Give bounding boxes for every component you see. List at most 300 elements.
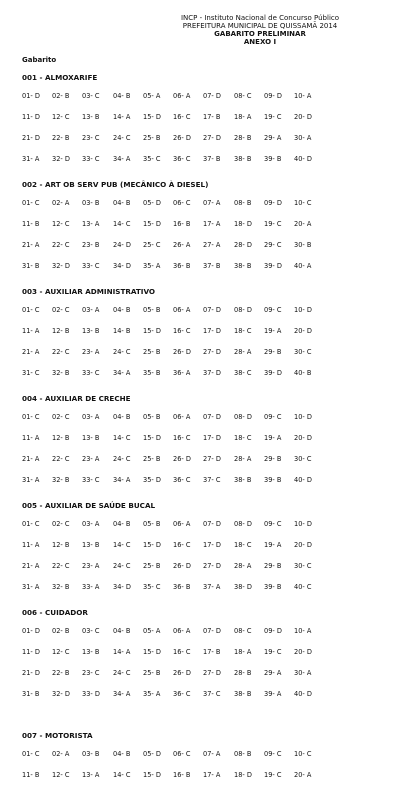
answer-cell: 19- A <box>264 541 282 549</box>
answer-rows <box>22 92 392 164</box>
answer-cell: 14- C <box>113 434 131 442</box>
answer-cell: 03- C <box>82 92 100 100</box>
answer-cell: 36- A <box>173 369 191 377</box>
answer-cell: 14- C <box>113 771 131 779</box>
answer-cell: 37- D <box>203 369 221 377</box>
answer-cell: 39- A <box>264 690 282 698</box>
answer-cell: 06- A <box>173 306 191 314</box>
answer-cell: 12- B <box>52 434 70 442</box>
answer-cell: 22- C <box>52 562 70 570</box>
answer-cell: 16- B <box>173 771 191 779</box>
answer-cell: 14- A <box>113 113 131 121</box>
answer-row <box>22 583 392 592</box>
answer-cell: 12- C <box>52 220 70 228</box>
answer-cell: 33- C <box>82 369 100 377</box>
answer-cell: 14- A <box>113 648 131 656</box>
answer-cell: 15- D <box>143 220 161 228</box>
answer-cell: 29- A <box>264 134 282 142</box>
answer-row <box>22 669 392 678</box>
answer-cell: 11- D <box>22 648 40 656</box>
answer-cell: 40- D <box>294 155 312 163</box>
answer-cell: 11- A <box>22 541 40 549</box>
answer-cell: 28- A <box>234 455 252 463</box>
answer-cell: 37- C <box>203 476 221 484</box>
answer-row <box>22 241 392 250</box>
answer-cell: 01- C <box>22 750 40 758</box>
answer-cell: 20- D <box>294 113 312 121</box>
answer-cell: 33- C <box>82 155 100 163</box>
answer-cell: 28- A <box>234 348 252 356</box>
answer-cell: 37- A <box>203 583 221 591</box>
answer-cell: 19- A <box>264 434 282 442</box>
answer-cell: 20- D <box>294 541 312 549</box>
answer-row <box>22 199 392 208</box>
answer-cell: 08- C <box>234 92 252 100</box>
answer-cell: 13- B <box>82 541 100 549</box>
answer-rows <box>22 627 392 699</box>
answer-row <box>22 113 392 122</box>
answer-section <box>22 501 392 592</box>
answer-cell: 38- B <box>234 155 252 163</box>
answer-cell: 31- B <box>22 262 40 270</box>
answer-cell: 34- A <box>113 369 131 377</box>
answer-cell: 30- A <box>294 669 312 677</box>
answer-cell: 05- D <box>143 199 161 207</box>
answer-cell: 01- C <box>22 306 40 314</box>
answer-cell: 06- A <box>173 413 191 421</box>
answer-cell: 03- C <box>82 627 100 635</box>
answer-cell: 10- A <box>294 92 312 100</box>
answer-row <box>22 476 392 485</box>
answer-cell: 22- B <box>52 134 70 142</box>
answer-cell: 08- D <box>234 413 252 421</box>
anexo-line: ANEXO I <box>243 38 277 46</box>
answer-cell: 09- C <box>264 306 282 314</box>
answer-cell: 13- A <box>82 220 100 228</box>
answer-cell: 21- A <box>22 455 40 463</box>
answer-cell: 40- A <box>294 262 312 270</box>
answer-cell: 23- C <box>82 669 100 677</box>
answer-section <box>22 180 392 271</box>
answer-cell: 18- C <box>234 327 252 335</box>
answer-cell: 03- A <box>82 306 100 314</box>
answer-row <box>22 92 392 101</box>
answer-rows <box>22 199 392 271</box>
answer-cell: 17- A <box>203 771 221 779</box>
answer-cell: 13- B <box>82 648 100 656</box>
answer-cell: 21- D <box>22 134 40 142</box>
answer-cell: 36- B <box>173 262 191 270</box>
gabarito-preliminar-line: GABARITO PRELIMINAR <box>214 30 306 38</box>
answer-cell: 35- D <box>143 476 161 484</box>
answer-cell: 32- B <box>52 476 70 484</box>
answer-cell: 33- C <box>82 262 100 270</box>
answer-cell: 05- D <box>143 750 161 758</box>
answer-cell: 16- B <box>173 220 191 228</box>
answer-cell: 25- B <box>143 348 161 356</box>
answer-cell: 26- D <box>173 455 191 463</box>
answer-row <box>22 750 392 759</box>
answer-cell: 05- B <box>143 306 161 314</box>
answer-row <box>22 369 392 378</box>
answer-cell: 15- D <box>143 648 161 656</box>
answer-cell: 30- C <box>294 455 312 463</box>
answer-section <box>22 287 392 378</box>
answer-cell: 16- C <box>173 434 191 442</box>
answer-row <box>22 134 392 143</box>
answer-cell: 02- A <box>52 750 70 758</box>
answer-cell: 19- C <box>264 648 282 656</box>
answer-cell: 11- B <box>22 771 40 779</box>
section-title: 006 - CUIDADOR <box>22 608 88 617</box>
section-title: 001 - ALMOXARIFE <box>22 73 98 82</box>
answer-row <box>22 434 392 443</box>
answer-cell: 10- C <box>294 750 312 758</box>
answer-cell: 27- D <box>203 455 221 463</box>
answer-cell: 37- C <box>203 690 221 698</box>
answer-cell: 40- C <box>294 583 312 591</box>
answer-cell: 07- D <box>203 306 221 314</box>
answer-cell: 09- C <box>264 520 282 528</box>
answer-cell: 23- A <box>82 455 100 463</box>
answer-cell: 28- B <box>234 134 252 142</box>
answer-cell: 39- B <box>264 583 282 591</box>
answer-cell: 40- D <box>294 690 312 698</box>
answer-cell: 21- D <box>22 669 40 677</box>
answer-cell: 31- A <box>22 155 40 163</box>
answer-cell: 12- B <box>52 327 70 335</box>
answer-cell: 32- B <box>52 583 70 591</box>
answer-cell: 10- D <box>294 413 312 421</box>
answer-cell: 24- C <box>113 455 131 463</box>
answer-cell: 25- B <box>143 134 161 142</box>
answer-cell: 06- C <box>173 750 191 758</box>
answer-cell: 30- A <box>294 134 312 142</box>
answer-cell: 13- A <box>82 771 100 779</box>
answer-cell: 02- C <box>52 306 70 314</box>
section-title: 005 - AUXILIAR DE SAÚDE BUCAL <box>22 501 156 510</box>
answer-cell: 08- B <box>234 199 252 207</box>
answer-cell: 29- B <box>264 455 282 463</box>
answer-cell: 27- D <box>203 562 221 570</box>
answer-row <box>22 155 392 164</box>
answer-cell: 04- B <box>113 627 131 635</box>
answer-rows <box>22 413 392 485</box>
answer-cell: 11- B <box>22 220 40 228</box>
answer-cell: 04- B <box>113 520 131 528</box>
answer-cell: 20- D <box>294 434 312 442</box>
answer-cell: 31- A <box>22 583 40 591</box>
answer-cell: 10- C <box>294 199 312 207</box>
answer-cell: 38- C <box>234 369 252 377</box>
answer-cell: 13- B <box>82 327 100 335</box>
answer-cell: 25- B <box>143 669 161 677</box>
answer-cell: 39- D <box>264 262 282 270</box>
document-title: Gabarito <box>22 56 57 64</box>
answer-cell: 27- D <box>203 669 221 677</box>
answer-cell: 03- A <box>82 520 100 528</box>
answer-cell: 30- C <box>294 348 312 356</box>
answer-cell: 15- D <box>143 771 161 779</box>
answer-cell: 13- B <box>82 113 100 121</box>
answer-cell: 17- D <box>203 327 221 335</box>
answer-cell: 37- B <box>203 155 221 163</box>
answer-cell: 05- A <box>143 627 161 635</box>
answer-cell: 12- C <box>52 113 70 121</box>
answer-cell: 35- A <box>143 262 161 270</box>
answer-cell: 27- D <box>203 134 221 142</box>
answer-cell: 09- D <box>264 199 282 207</box>
answer-cell: 27- A <box>203 241 221 249</box>
answer-cell: 10- D <box>294 520 312 528</box>
answer-cell: 18- C <box>234 434 252 442</box>
answer-cell: 08- B <box>234 750 252 758</box>
answer-cell: 03- B <box>82 199 100 207</box>
answer-cell: 36- C <box>173 476 191 484</box>
answer-cell: 09- C <box>264 750 282 758</box>
answer-cell: 38- B <box>234 262 252 270</box>
answer-cell: 21- A <box>22 241 40 249</box>
answer-cell: 38- B <box>234 690 252 698</box>
answer-cell: 15- D <box>143 113 161 121</box>
answer-rows <box>22 520 392 592</box>
answer-cell: 08- D <box>234 520 252 528</box>
answer-cell: 10- D <box>294 306 312 314</box>
answer-row <box>22 520 392 529</box>
answer-row <box>22 220 392 229</box>
answer-cell: 21- A <box>22 348 40 356</box>
answer-cell: 17- B <box>203 113 221 121</box>
answer-cell: 01- D <box>22 627 40 635</box>
section-title: 004 - AUXILIAR DE CRECHE <box>22 394 131 403</box>
answer-cell: 05- B <box>143 520 161 528</box>
answer-cell: 08- C <box>234 627 252 635</box>
answer-cell: 26- A <box>173 241 191 249</box>
answer-cell: 31- A <box>22 476 40 484</box>
answer-cell: 34- A <box>113 155 131 163</box>
answer-cell: 21- A <box>22 562 40 570</box>
answer-cell: 15- D <box>143 327 161 335</box>
answer-cell: 18- A <box>234 648 252 656</box>
answer-cell: 23- B <box>82 241 100 249</box>
answer-cell: 28- D <box>234 241 252 249</box>
answer-cell: 36- C <box>173 155 191 163</box>
answer-cell: 17- D <box>203 434 221 442</box>
answer-cell: 19- A <box>264 327 282 335</box>
answer-cell: 12- C <box>52 771 70 779</box>
answer-cell: 07- D <box>203 92 221 100</box>
answer-cell: 03- A <box>82 413 100 421</box>
answer-cell: 18- D <box>234 220 252 228</box>
section-title: 003 - AUXILIAR ADMINISTRATIVO <box>22 287 156 296</box>
answer-cell: 32- D <box>52 155 70 163</box>
answer-cell: 30- C <box>294 562 312 570</box>
answer-cell: 22- B <box>52 669 70 677</box>
answer-cell: 34- D <box>113 262 131 270</box>
answer-cell: 25- B <box>143 562 161 570</box>
answer-cell: 35- B <box>143 369 161 377</box>
answer-cell: 38- D <box>234 583 252 591</box>
answer-cell: 25- C <box>143 241 161 249</box>
answer-cell: 12- C <box>52 648 70 656</box>
answer-cell: 23- C <box>82 134 100 142</box>
answer-cell: 09- D <box>264 627 282 635</box>
section-title: 007 - MOTORISTA <box>22 731 93 740</box>
answer-row <box>22 455 392 464</box>
answer-cell: 27- D <box>203 348 221 356</box>
answer-cell: 40- D <box>294 476 312 484</box>
answer-cell: 01- D <box>22 92 40 100</box>
answer-cell: 15- D <box>143 434 161 442</box>
answer-cell: 30- B <box>294 241 312 249</box>
answer-cell: 35- C <box>143 583 161 591</box>
answer-cell: 01- C <box>22 413 40 421</box>
answer-cell: 18- C <box>234 541 252 549</box>
answer-cell: 12- B <box>52 541 70 549</box>
answer-cell: 20- A <box>294 220 312 228</box>
answer-cell: 38- B <box>234 476 252 484</box>
answer-cell: 39- B <box>264 476 282 484</box>
answer-cell: 13- B <box>82 434 100 442</box>
answer-cell: 39- B <box>264 155 282 163</box>
answer-cell: 34- A <box>113 690 131 698</box>
answer-cell: 24- C <box>113 134 131 142</box>
answer-cell: 06- A <box>173 627 191 635</box>
answer-section <box>22 394 392 485</box>
answer-cell: 14- C <box>113 220 131 228</box>
answer-cell: 29- A <box>264 669 282 677</box>
answer-cell: 18- A <box>234 113 252 121</box>
answer-cell: 11- A <box>22 434 40 442</box>
answer-row <box>22 771 392 780</box>
answer-cell: 16- C <box>173 541 191 549</box>
answer-row <box>22 413 392 422</box>
answer-cell: 33- A <box>82 583 100 591</box>
answer-cell: 29- B <box>264 562 282 570</box>
answer-cell: 24- C <box>113 562 131 570</box>
answer-cell: 31- B <box>22 690 40 698</box>
answer-cell: 37- B <box>203 262 221 270</box>
answer-row <box>22 306 392 315</box>
answer-cell: 05- B <box>143 413 161 421</box>
answer-cell: 32- B <box>52 369 70 377</box>
answer-cell: 11- D <box>22 113 40 121</box>
answer-cell: 04- B <box>113 199 131 207</box>
answer-cell: 02- C <box>52 413 70 421</box>
answer-rows <box>22 750 392 780</box>
answer-cell: 04- B <box>113 306 131 314</box>
answer-cell: 28- B <box>234 669 252 677</box>
answer-cell: 22- C <box>52 348 70 356</box>
answer-cell: 02- A <box>52 199 70 207</box>
answer-cell: 19- C <box>264 113 282 121</box>
answer-cell: 08- D <box>234 306 252 314</box>
answer-cell: 20- D <box>294 327 312 335</box>
answer-cell: 04- B <box>113 750 131 758</box>
answer-row <box>22 627 392 636</box>
answer-row <box>22 262 392 271</box>
answer-cell: 06- A <box>173 92 191 100</box>
answer-cell: 01- C <box>22 199 40 207</box>
answer-cell: 06- C <box>173 199 191 207</box>
answer-cell: 22- C <box>52 455 70 463</box>
answer-cell: 07- D <box>203 520 221 528</box>
answer-cell: 09- C <box>264 413 282 421</box>
answer-cell: 16- C <box>173 327 191 335</box>
answer-cell: 23- A <box>82 348 100 356</box>
answer-cell: 24- D <box>113 241 131 249</box>
document-header <box>160 14 360 46</box>
answer-cell: 24- C <box>113 348 131 356</box>
answer-cell: 03- B <box>82 750 100 758</box>
answer-cell: 19- C <box>264 771 282 779</box>
answer-cell: 02- B <box>52 92 70 100</box>
answer-cell: 01- C <box>22 520 40 528</box>
answer-cell: 33- D <box>82 690 100 698</box>
answer-cell: 07- A <box>203 750 221 758</box>
answer-cell: 16- C <box>173 113 191 121</box>
section-title: 002 - ART OB SERV PUB (MECÂNICO À DIESEL) <box>22 180 209 189</box>
answer-section <box>22 731 392 780</box>
answer-cell: 02- C <box>52 520 70 528</box>
answer-cell: 17- A <box>203 220 221 228</box>
answer-cell: 23- A <box>82 562 100 570</box>
answer-cell: 33- C <box>82 476 100 484</box>
answer-cell: 34- D <box>113 583 131 591</box>
answer-cell: 09- D <box>264 92 282 100</box>
answer-cell: 32- D <box>52 690 70 698</box>
answer-cell: 17- D <box>203 541 221 549</box>
answer-row <box>22 541 392 550</box>
answer-cell: 10- A <box>294 627 312 635</box>
answer-section <box>22 73 392 164</box>
answer-cell: 31- C <box>22 369 40 377</box>
answer-cell: 29- C <box>264 241 282 249</box>
answer-cell: 14- C <box>113 541 131 549</box>
answer-cell: 26- D <box>173 562 191 570</box>
answer-cell: 05- A <box>143 92 161 100</box>
answer-cell: 26- D <box>173 134 191 142</box>
answer-cell: 04- B <box>113 413 131 421</box>
answer-cell: 07- D <box>203 413 221 421</box>
answer-cell: 06- A <box>173 520 191 528</box>
answer-cell: 29- B <box>264 348 282 356</box>
answer-cell: 26- D <box>173 669 191 677</box>
answer-cell: 17- B <box>203 648 221 656</box>
answer-row <box>22 690 392 699</box>
answer-cell: 20- D <box>294 648 312 656</box>
answer-rows <box>22 306 392 378</box>
answer-cell: 36- B <box>173 583 191 591</box>
answer-cell: 26- D <box>173 348 191 356</box>
answer-cell: 28- A <box>234 562 252 570</box>
answer-cell: 34- A <box>113 476 131 484</box>
answer-cell: 07- D <box>203 627 221 635</box>
answer-cell: 32- D <box>52 262 70 270</box>
answer-cell: 14- B <box>113 327 131 335</box>
institute-line: INCP - Instituto Nacional de Concurso Público <box>180 14 340 22</box>
answer-cell: 25- B <box>143 455 161 463</box>
answer-row <box>22 348 392 357</box>
answer-cell: 07- A <box>203 199 221 207</box>
answer-cell: 24- C <box>113 669 131 677</box>
answer-cell: 39- D <box>264 369 282 377</box>
answer-row <box>22 327 392 336</box>
prefecture-line: PREFEITURA MUNICIPAL DE QUISSAMÃ 2014 <box>182 22 338 30</box>
answer-cell: 35- A <box>143 690 161 698</box>
answer-cell: 15- D <box>143 541 161 549</box>
answer-cell: 36- C <box>173 690 191 698</box>
